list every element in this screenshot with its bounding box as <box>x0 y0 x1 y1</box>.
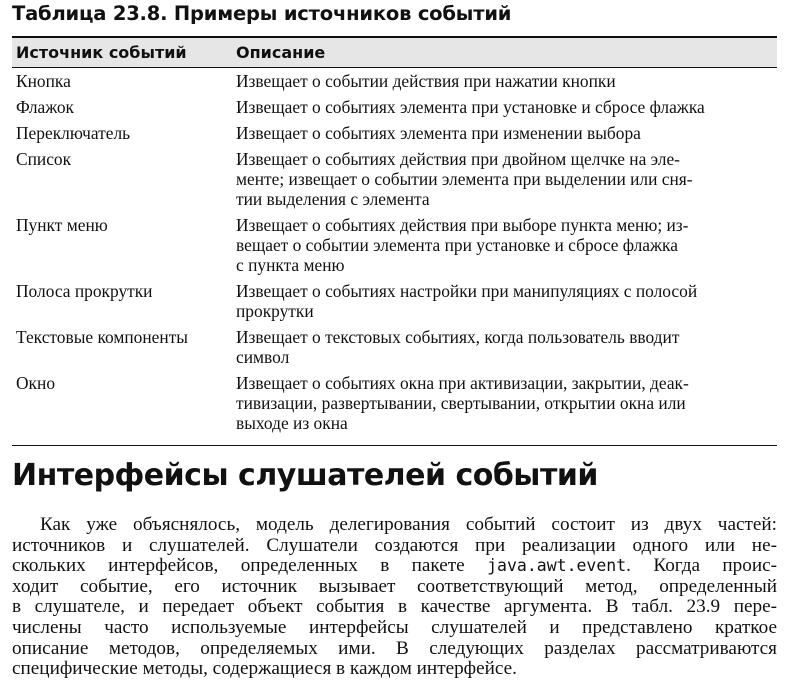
desc-line: Извещает о событиях действия при двойном щелчке на эле- <box>236 149 680 169</box>
desc-line: Извещает о событиях действия при выборе пункта меню; из- <box>236 215 689 235</box>
desc-line: Извещает о событиях настройки при манипуляциях с полосой <box>236 281 698 301</box>
table-body <box>12 68 777 446</box>
row-source: Флажок <box>16 97 74 117</box>
body-paragraph <box>12 515 777 680</box>
paragraph-line: в слушателе, и передает объект события в качестве аргумента. В табл. 23.9 пере- <box>12 596 777 618</box>
table-row <box>12 281 777 321</box>
row-description <box>236 123 776 143</box>
table-row <box>12 327 777 367</box>
desc-line: менте; извещает о событии элемента при выделении или сня- <box>236 169 693 189</box>
paragraph-line: Как уже объяснялось, модель делегирования событий состоит из двух частей: <box>40 514 777 535</box>
row-source: Текстовые компоненты <box>16 327 188 347</box>
row-description <box>236 281 776 321</box>
row-source: Окно <box>16 373 56 393</box>
desc-line: с пункта меню <box>236 255 345 275</box>
table-row <box>12 71 777 91</box>
table-row <box>12 149 777 209</box>
table-caption: Таблица 23.8. Примеры источников событий <box>12 2 512 25</box>
package-name-code: java.awt.event <box>487 556 627 576</box>
desc-line: Извещает о текстовых событиях, когда пользователь вводит <box>236 327 680 347</box>
row-description <box>236 373 776 433</box>
table-row <box>12 123 777 143</box>
paragraph-line: ходит событие, его источник вызывает соответствующий метод, определенный <box>12 575 777 597</box>
paragraph-line: источников и слушателей. Слушатели создаются при реализации одного или не- <box>12 534 777 556</box>
desc-line: тивизации, развертывании, свертывании, открытии окна или <box>236 393 686 413</box>
desc-line: Извещает о событиях элемента при изменении выбора <box>236 123 641 143</box>
row-source: Пункт меню <box>16 215 108 235</box>
header-description: Описание <box>236 43 326 62</box>
row-description <box>236 215 776 275</box>
row-description <box>236 149 776 209</box>
table-row <box>12 215 777 275</box>
table-row <box>12 97 777 117</box>
desc-line: прокрутки <box>236 301 314 321</box>
table-row <box>12 373 777 433</box>
row-source: Переключатель <box>16 123 131 143</box>
paragraph-line: числены часто используемые интерфейсы слушателей и представлено краткое <box>12 616 777 638</box>
paragraph-line: специфические методы, содержащиеся в каждом интерфейсе. <box>12 658 517 680</box>
table-header <box>12 36 777 68</box>
desc-line: Извещает о событиях окна при активизации, закрытии, деак- <box>236 373 689 393</box>
paragraph-line <box>12 556 777 577</box>
row-source: Список <box>16 149 72 169</box>
paragraph-text: скольких интерфейсов, определенных в пакете <box>12 555 465 577</box>
row-description <box>236 71 776 91</box>
desc-line: вещает о событии элемента при установке и сбросе флажка <box>236 235 678 255</box>
header-source: Источник событий <box>16 43 187 62</box>
row-description <box>236 327 776 367</box>
event-sources-table <box>12 36 777 446</box>
row-source: Кнопка <box>16 71 71 91</box>
row-description <box>236 97 776 117</box>
section-heading: Интерфейсы слушателей событий <box>12 458 598 493</box>
desc-line: тии выделения с элемента <box>236 189 430 209</box>
desc-line: Извещает о событии действия при нажатии кнопки <box>236 71 616 91</box>
paragraph-text: . Когда проис- <box>626 555 777 577</box>
paragraph-line: описание методов, определяемых ими. В следующих разделах рассматриваются <box>12 637 777 659</box>
desc-line: символ <box>236 347 290 367</box>
row-source: Полоса прокрутки <box>16 281 153 301</box>
desc-line: Извещает о событиях элемента при установке и сбросе флажка <box>236 97 705 117</box>
desc-line: выходе из окна <box>236 413 348 433</box>
